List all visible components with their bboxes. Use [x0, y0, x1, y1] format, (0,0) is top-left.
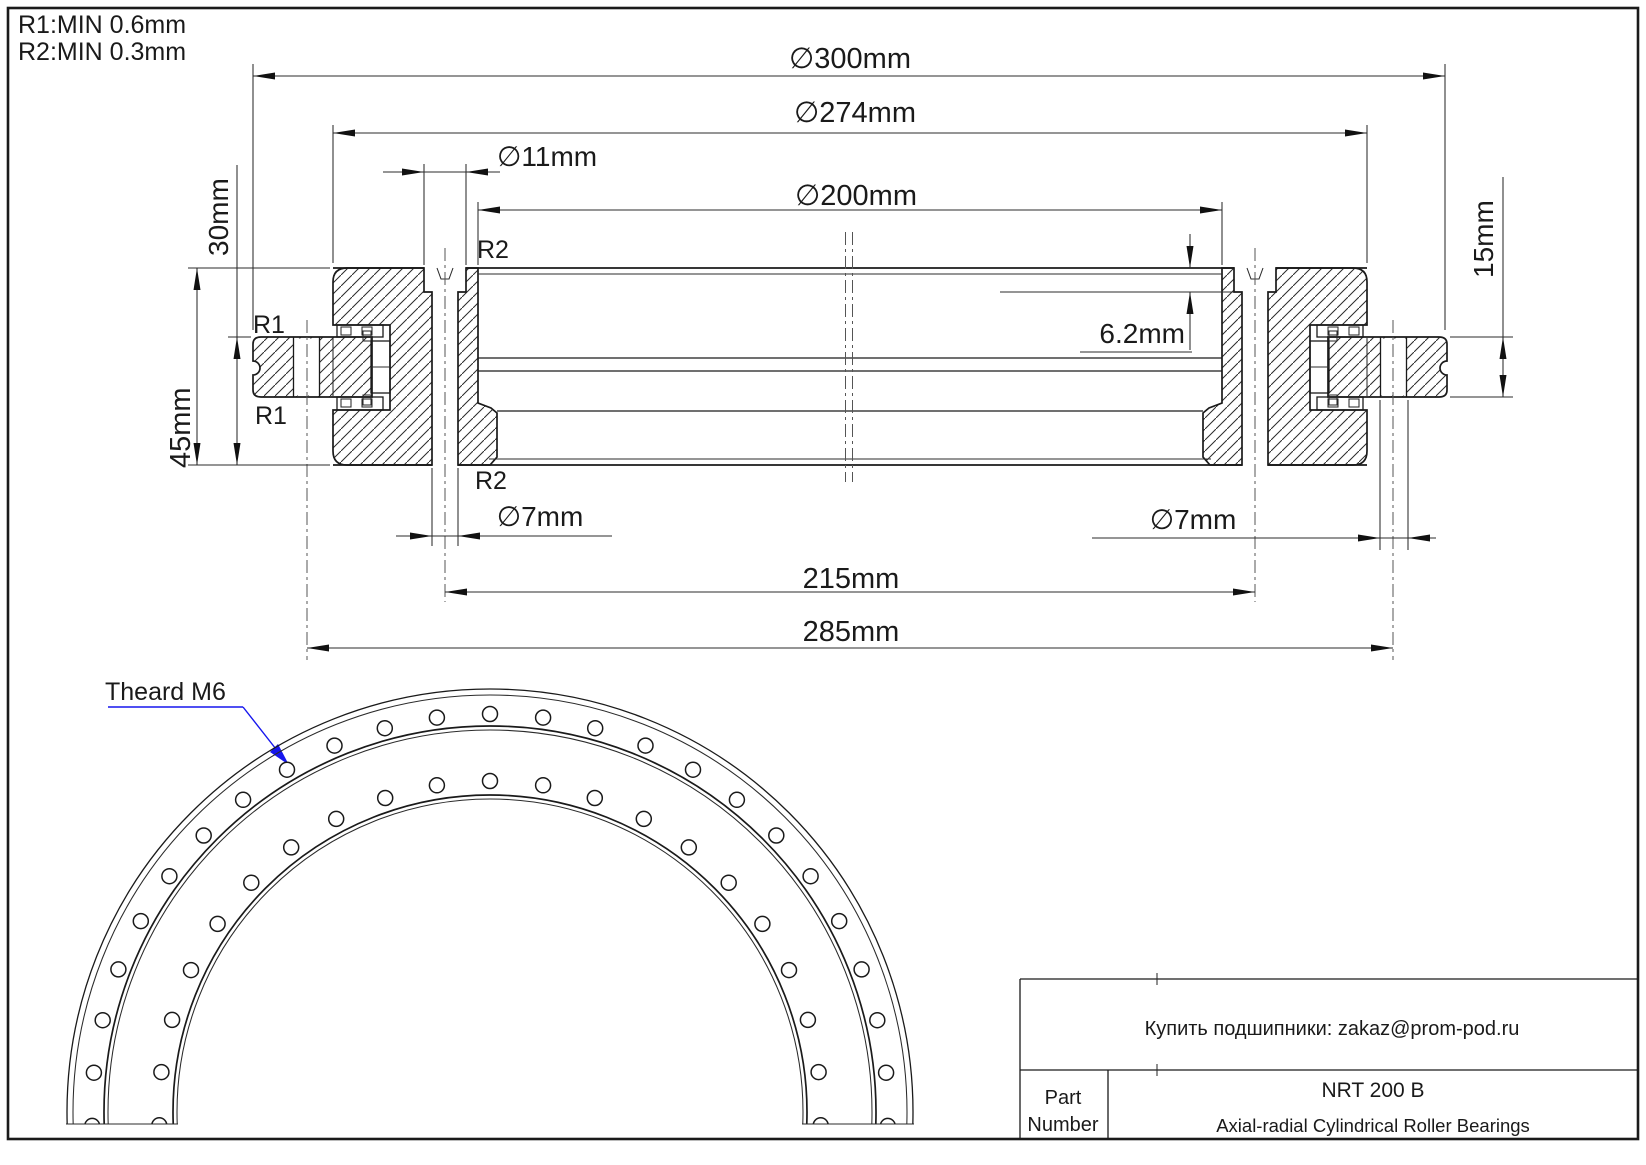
bolt-hole — [154, 1065, 169, 1080]
bolt-hole — [329, 811, 344, 826]
bolt-hole — [378, 791, 393, 806]
label-thread-m6: Theard M6 — [105, 678, 226, 706]
note-r1-min: R1:MIN 0.6mm — [18, 11, 187, 39]
contact-info: Купить подшипники: zakaz@prom-pod.ru — [1144, 1018, 1520, 1040]
label-r1-top: R1 — [253, 311, 285, 339]
bolt-hole — [244, 875, 259, 890]
bolt-hole — [587, 791, 602, 806]
bolt-hole — [429, 778, 444, 793]
dim-bore-diameter: ∅200mm — [795, 180, 917, 212]
bolt-hole — [327, 738, 342, 753]
bolt-hole — [536, 778, 551, 793]
dim-protrusion: 15mm — [1468, 200, 1499, 278]
bolt-hole — [377, 721, 392, 736]
bolt-hole — [162, 869, 177, 884]
bolt-hole — [196, 828, 211, 843]
bolt-hole — [803, 869, 818, 884]
bolt-hole — [832, 914, 847, 929]
part-label-line1: Part — [1044, 1087, 1082, 1109]
bolt-hole — [236, 792, 251, 807]
bolt-hole — [854, 962, 869, 977]
bolt-hole — [638, 738, 653, 753]
bolt-hole — [280, 762, 295, 777]
bolt-hole — [729, 792, 744, 807]
bolt-hole — [755, 916, 770, 931]
label-r2-top: R2 — [477, 236, 509, 264]
bolt-hole — [483, 707, 498, 722]
bolt-hole — [721, 875, 736, 890]
bolt-hole — [184, 963, 199, 978]
part-number: NRT 200 B — [1321, 1079, 1425, 1102]
dim-ring-height: 30mm — [203, 178, 234, 256]
bolt-hole — [879, 1065, 894, 1080]
bolt-hole — [686, 762, 701, 777]
bolt-hole — [284, 840, 299, 855]
dim-flange-diameter: ∅274mm — [794, 97, 916, 129]
bolt-hole — [86, 1065, 101, 1080]
bolt-hole — [800, 1012, 815, 1027]
dim-total-height: 45mm — [165, 387, 197, 468]
bolt-hole — [769, 828, 784, 843]
bolt-hole — [165, 1012, 180, 1027]
bolt-hole — [111, 962, 126, 977]
label-r2-bottom: R2 — [475, 467, 507, 495]
bolt-hole — [210, 916, 225, 931]
bolt-hole — [483, 774, 498, 789]
part-description: Axial-radial Cylindrical Roller Bearings — [1216, 1115, 1530, 1136]
bolt-hole — [429, 710, 444, 725]
bolt-hole — [870, 1013, 885, 1028]
part-label-line2: Number — [1027, 1114, 1099, 1136]
dim-oil-hole: ∅7mm — [1149, 504, 1237, 535]
dim-counterbore-diameter: ∅11mm — [497, 141, 598, 172]
bolt-hole — [95, 1013, 110, 1028]
bolt-hole — [636, 811, 651, 826]
label-r1-bottom: R1 — [255, 402, 287, 430]
dim-counterbore-depth: 6.2mm — [1099, 318, 1185, 349]
bolt-hole — [811, 1065, 826, 1080]
bolt-hole — [782, 963, 797, 978]
note-r2-min: R2:MIN 0.3mm — [18, 38, 187, 66]
bolt-hole — [588, 721, 603, 736]
dim-bolt-circle: 215mm — [802, 563, 900, 595]
bolt-hole — [133, 914, 148, 929]
bolt-hole — [536, 710, 551, 725]
dim-bolt-hole: ∅7mm — [496, 501, 584, 532]
bolt-hole — [681, 840, 696, 855]
dim-outer-diameter: ∅300mm — [789, 43, 911, 75]
dim-oil-hole-circle: 285mm — [802, 616, 900, 648]
